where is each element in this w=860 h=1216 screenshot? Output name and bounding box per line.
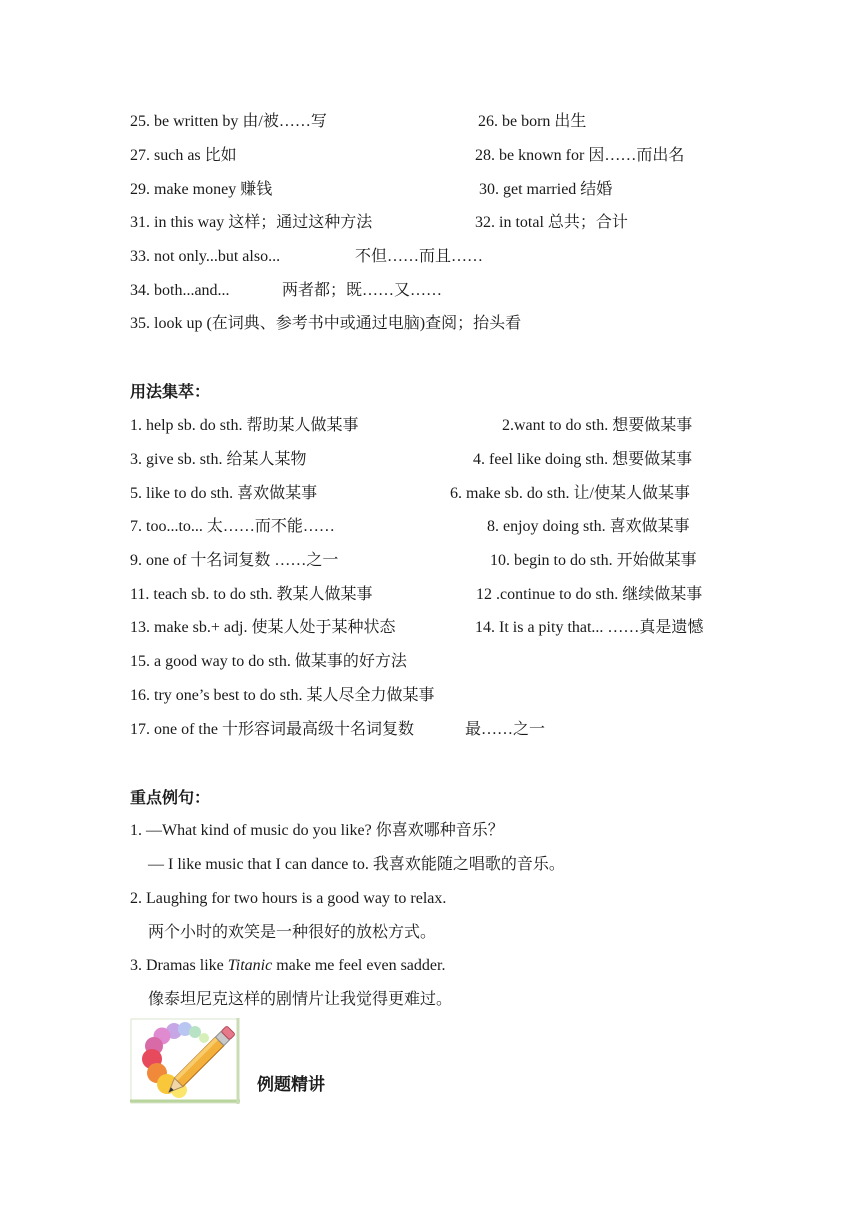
usage-14: 14. It is a pity that... ……真是遗憾: [475, 619, 704, 636]
sentences-heading: 重点例句：: [130, 788, 211, 807]
sentence-3-suffix: make me feel even sadder.: [272, 957, 446, 974]
usage-17-zh: 最……之一: [465, 721, 546, 738]
usage-8: 8. enjoy doing sth. 喜欢做某事: [487, 518, 690, 535]
phrase-29: 29. make money 赚钱: [130, 181, 273, 198]
usage-13: 13. make sb.+ adj. 使某人处于某种状态: [130, 619, 396, 636]
example-section-banner: [130, 1018, 370, 1104]
usage-16: 16. try one’s best to do sth. 某人尽全力做某事: [130, 687, 435, 704]
usage-3: 3. give sb. sth. 给某人某物: [130, 451, 307, 468]
sentence-3-line-1: [130, 956, 445, 976]
phrase-34-zh: 两者都；既……又……: [282, 282, 443, 299]
usage-heading: 用法集萃：: [130, 382, 211, 401]
usage-5: 5. like to do sth. 喜欢做某事: [130, 485, 318, 502]
phrase-28: 28. be known for 因……而出名: [475, 147, 685, 164]
usage-2: 2.want to do sth. 想要做某事: [502, 417, 693, 434]
usage-11: 11. teach sb. to do sth. 教某人做某事: [130, 586, 373, 603]
phrase-27: 27. such as 比如: [130, 147, 237, 164]
usage-17-en: 17. one of the 十形容词最高级十名词复数: [130, 721, 414, 738]
phrase-33: [130, 247, 280, 267]
usage-9: 9. one of 十名词复数 ……之一: [130, 552, 339, 569]
example-section-title: 例题精讲: [257, 1075, 325, 1095]
phrase-26: 26. be born 出生: [478, 113, 587, 130]
phrase-33-en: 33. not only...but also...: [130, 248, 281, 265]
sentence-3-title: Titanic: [227, 957, 273, 974]
usage-1: 1. help sb. do sth. 帮助某人做某事: [130, 417, 359, 434]
phrase-34-en: 34. both...and...: [130, 282, 230, 299]
phrase-30: 30. get married 结婚: [479, 181, 613, 198]
sentence-2-line-2: 两个小时的欢笑是一种很好的放松方式。: [148, 924, 437, 941]
usage-15: 15. a good way to do sth. 做某事的好方法: [130, 653, 407, 670]
sentence-2-line-1: 2. Laughing for two hours is a good way to relax.: [130, 890, 447, 907]
usage-17: [130, 720, 414, 740]
sentence-1-line-2: — I like music that I can dance to. 我喜欢能随之唱歌的音乐。: [148, 856, 565, 873]
usage-12: 12 .continue to do sth. 继续做某事: [476, 586, 703, 603]
phrase-32: 32. in total 总共；合计: [475, 214, 628, 231]
sentence-3-prefix: 3. Dramas like: [130, 957, 228, 974]
pencil-palette-icon: [130, 1018, 240, 1104]
phrase-25: 25. be written by 由/被……写: [130, 113, 327, 130]
phrase-31: 31. in this way 这样；通过这种方法: [130, 214, 373, 231]
phrase-35: 35. look up (在词典、参考书中或通过电脑)查阅；抬头看: [130, 315, 522, 332]
phrase-34: [130, 281, 230, 301]
usage-10: 10. begin to do sth. 开始做某事: [490, 552, 697, 569]
sentence-1-line-1: 1. —What kind of music do you like? 你喜欢哪种音乐？: [130, 822, 504, 839]
phrase-33-zh: 不但……而且……: [355, 248, 484, 265]
usage-4: 4. feel like doing sth. 想要做某事: [473, 451, 693, 468]
usage-7: 7. too...to... 太……而不能……: [130, 518, 335, 535]
usage-6: 6. make sb. do sth. 让/使某人做某事: [450, 485, 690, 502]
sentence-3-line-2: 像泰坦尼克这样的剧情片让我觉得更难过。: [148, 991, 453, 1008]
